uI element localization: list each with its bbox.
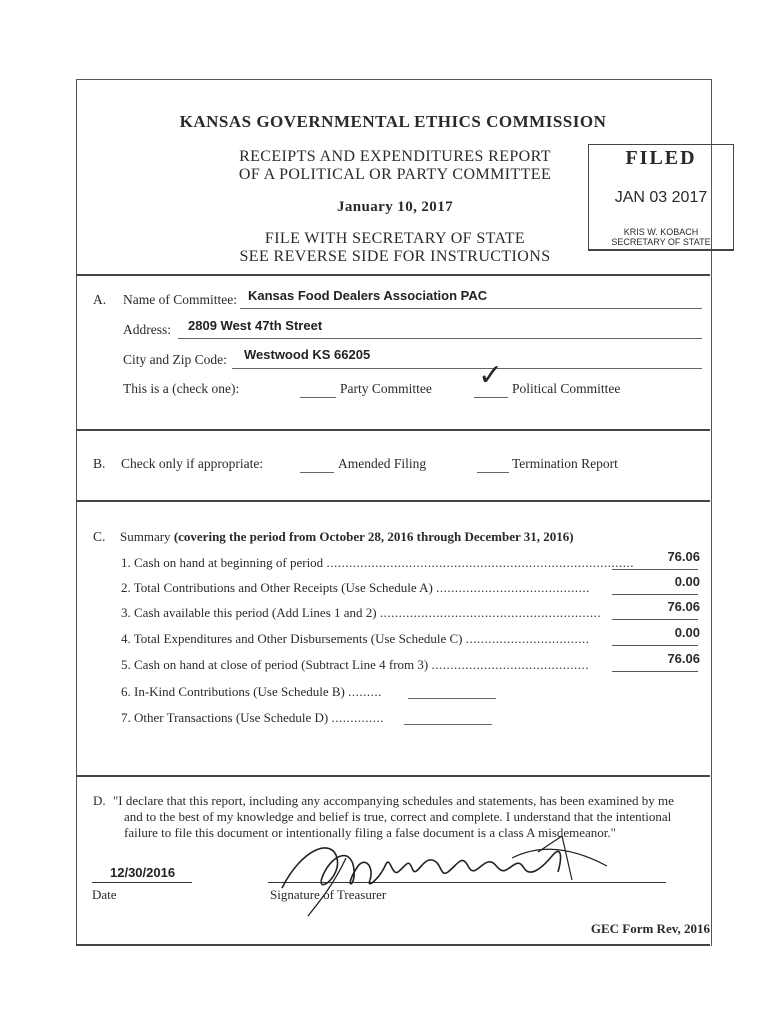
summary-line-3 <box>121 605 601 621</box>
committee-type-label: This is a (check one): <box>123 381 240 396</box>
summary-line-leader: .......................................... <box>431 657 589 672</box>
committee-name-value[interactable]: Kansas Food Dealers Association PAC <box>248 288 488 303</box>
summary-line-leader: .................................................................................. <box>326 555 634 570</box>
form-revision: GEC Form Rev, 2016 <box>590 921 710 936</box>
summary-line-5-amount-blank[interactable] <box>612 671 698 672</box>
summary-line-3-amount[interactable]: 76.06 <box>667 599 700 614</box>
section-b-letter: B. <box>93 456 106 471</box>
check-mark-icon: ✓ <box>478 358 504 393</box>
summary-line-7 <box>121 710 384 726</box>
see-reverse-instruction: SEE REVERSE SIDE FOR INSTRUCTIONS <box>239 248 551 265</box>
divider-a <box>76 429 710 431</box>
address-label: Address: <box>123 322 171 337</box>
divider-bottom <box>76 944 710 946</box>
termination-report-option: Termination Report <box>512 456 618 471</box>
report-title-line-1: RECEIPTS AND EXPENDITURES REPORT <box>239 148 551 165</box>
summary-line-4-amount[interactable]: 0.00 <box>674 625 700 640</box>
signature-label: Signature of Treasurer <box>270 887 387 902</box>
summary-line-5-amount[interactable]: 76.06 <box>667 651 700 666</box>
date-underline <box>92 882 192 883</box>
declaration-line-3: failure to file this document or intentionally filing a false document is a class A misdemeanor." <box>124 825 616 840</box>
summary-line-1-amount[interactable]: 76.06 <box>667 549 700 564</box>
address-underline <box>178 338 702 339</box>
date-label: Date <box>92 887 117 902</box>
summary-line-1-amount-blank[interactable] <box>612 569 698 570</box>
commission-title: KANSAS GOVERNMENTAL ETHICS COMMISSION <box>179 112 607 131</box>
summary-line-4 <box>121 631 589 647</box>
city-zip-underline <box>232 368 702 369</box>
summary-line-label: 3. Cash available this period (Add Lines 1 and 2) <box>121 605 377 620</box>
summary-line-6-amount-blank[interactable] <box>408 698 496 699</box>
summary-heading: Summary <box>120 529 174 544</box>
address-value[interactable]: 2809 West 47th Street <box>188 318 323 333</box>
city-zip-value[interactable]: Westwood KS 66205 <box>244 347 371 362</box>
file-with-instruction: FILE WITH SECRETARY OF STATE <box>264 230 526 247</box>
treasurer-signature <box>262 828 622 918</box>
summary-line-5 <box>121 657 589 673</box>
political-committee-blank[interactable] <box>474 397 508 398</box>
declaration-line-2: and to the best of my knowledge and belief is true, correct and complete. I understand that the intentional <box>124 809 672 824</box>
summary-line-2 <box>121 580 590 596</box>
summary-line-leader: ........................................................... <box>379 605 602 620</box>
stamp-date: JAN 03 2017 <box>614 189 708 206</box>
summary-line-7-amount-blank[interactable] <box>404 724 492 725</box>
section-c-letter: C. <box>93 529 106 544</box>
date-value[interactable]: 12/30/2016 <box>110 865 176 880</box>
summary-line-label: 6. In-Kind Contributions (Use Schedule B) <box>121 684 345 699</box>
summary-line-label: 7. Other Transactions (Use Schedule D) <box>121 710 329 725</box>
summary-line-label: 1. Cash on hand at beginning of period <box>121 555 324 570</box>
stamp-office: SECRETARY OF STATE <box>611 237 711 247</box>
summary-line-leader: ................................. <box>465 631 590 646</box>
section-a-letter: A. <box>93 292 107 307</box>
signature-stroke-a <box>538 836 572 880</box>
amended-filing-option: Amended Filing <box>338 456 427 471</box>
party-committee-blank[interactable] <box>300 397 336 398</box>
committee-name-underline <box>240 308 702 309</box>
summary-line-3-amount-blank[interactable] <box>612 619 698 620</box>
divider-b <box>76 500 710 502</box>
report-date: January 10, 2017 <box>337 199 453 215</box>
declaration-line-1: "I declare that this report, including any accompanying schedules and statements, has been examined by me <box>113 793 674 808</box>
summary-line-label: 4. Total Expenditures and Other Disbursements (Use Schedule C) <box>121 631 463 646</box>
party-committee-option: Party Committee <box>340 381 432 396</box>
summary-line-6 <box>121 684 382 700</box>
city-zip-label: City and Zip Code: <box>123 352 227 367</box>
summary-line-leader: ......... <box>348 684 382 699</box>
check-if-appropriate-label: Check only if appropriate: <box>121 456 264 471</box>
termination-report-blank[interactable] <box>477 472 509 473</box>
stamp-filed-text: FILED <box>625 147 697 169</box>
summary-line-label: 5. Cash on hand at close of period (Subtract Line 4 from 3) <box>121 657 429 672</box>
summary-line-leader: ......................................... <box>436 580 590 595</box>
section-d-letter: D. <box>93 793 106 808</box>
divider-c <box>76 775 710 777</box>
political-committee-option: Political Committee <box>512 381 621 396</box>
report-title-line-2: OF A POLITICAL OR PARTY COMMITTEE <box>238 166 552 183</box>
filed-stamp <box>588 144 734 251</box>
summary-period: (covering the period from October 28, 2016 through December 31, 2016) <box>173 529 574 544</box>
summary-line-leader: .............. <box>331 710 384 725</box>
summary-line-2-amount[interactable]: 0.00 <box>674 574 700 589</box>
summary-line-1 <box>121 555 634 571</box>
divider-header <box>76 274 710 276</box>
stamp-officer: KRIS W. KOBACH <box>623 227 699 237</box>
summary-line-2-amount-blank[interactable] <box>612 594 698 595</box>
summary-line-label: 2. Total Contributions and Other Receipts (Use Schedule A) <box>121 580 433 595</box>
committee-name-label: Name of Committee: <box>123 292 237 307</box>
signature-stroke-main <box>282 848 560 888</box>
summary-line-4-amount-blank[interactable] <box>612 645 698 646</box>
amended-filing-blank[interactable] <box>300 472 334 473</box>
